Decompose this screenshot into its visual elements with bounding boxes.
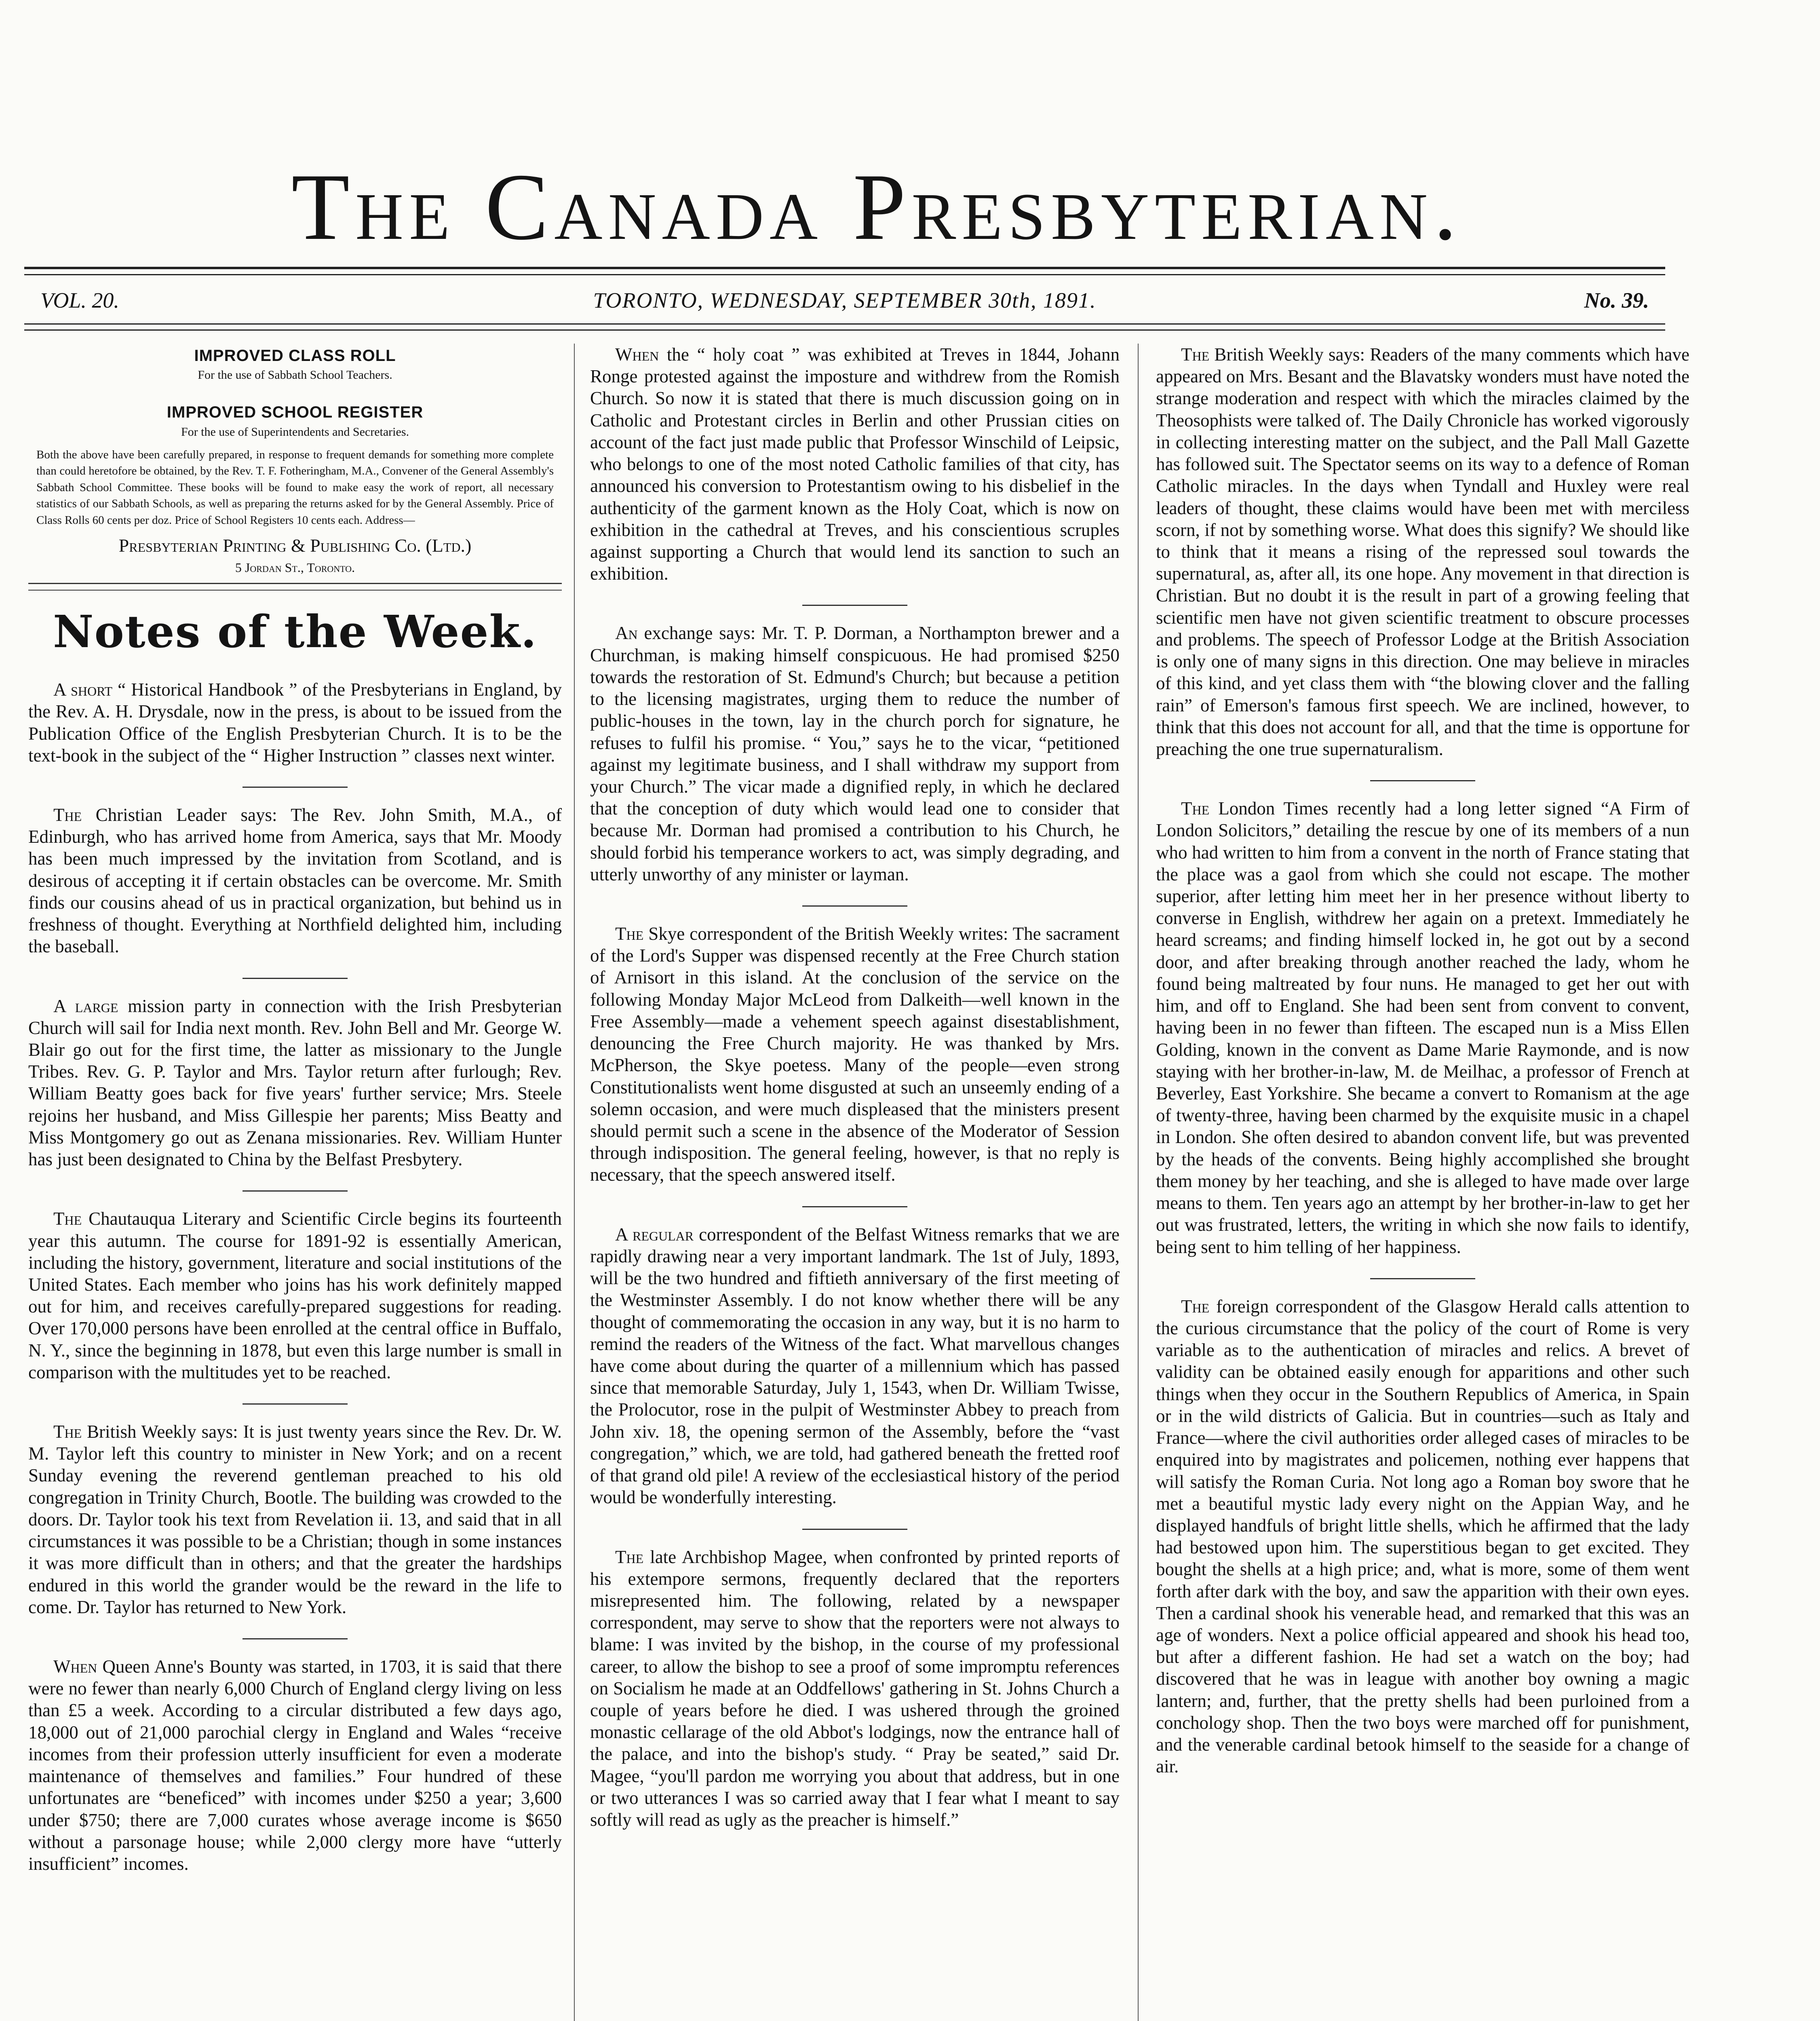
article-body: Skye correspondent of the British Weekly writes: The sacrament of the Lord's Supper was dispensed recently at the Free Church station of Arnisort in this island. At the conclusion of the service on the following Monday Major McLeod from Dalkeith—well known in the Free Assembly—made a vehement speech against disestablishment, denouncing the Free Church majority. He was thanked by Mrs. McPherson, the Skye poetess. Many of the people—even strong Constitutionalists went home disgusted at such an unseemly ending of a solemn occasion, and were much displeased that the ministers present should permit such a scene in the absence of the Moderator of Session through indisposition. The general feeling, however, is that no reply is necessary, that the speech answered itself. bbox=[590, 924, 1120, 1185]
article-lead: The bbox=[1181, 1296, 1210, 1316]
article-body: “ Historical Handbook ” of the Presbyterians in England, by the Rev. A. H. Drysdale, now in the press, is about to be issued from the Publication Office of the English Presbyterian Church. It is to be the text-book in the subject of the “ Higher Instruction ” classes next winter. bbox=[28, 679, 562, 766]
article-paragraph bbox=[590, 344, 1120, 584]
article-body: correspondent of the Belfast Witness remarks that we are rapidly drawing near a very important landmark. The 1st of July, 1893, will be the two hundred and fiftieth anniversary of the first meeting of the Westminster Assembly. I do not know whether there will be any thought of commemorating the occasion in any way, but it is no harm to remind the readers of the Witness of the fact. What marvellous changes have come about during the quarter of a millennium which has passed since that memorable Saturday, July 1, 1543, when Dr. William Twisse, the Prolocutor, rose in the pulpit of Westminster Abbey to preach from John xiv. 18, the opening sermon of the Assembly, before the “vast congregation,” which, we are told, had gathered beneath the fretted roof of that grand old pile! A review of the ecclesiastical history of the period would be wonderfully interesting. bbox=[590, 1224, 1120, 1508]
article-divider bbox=[243, 1638, 348, 1639]
article-body: the “ holy coat ” was exhibited at Treves in 1844, Johann Ronge protested against the imposture and withdrew from the Romish Church. So now it is stated that there is much discussion going on in Catholic and Protestant circles in Berlin and other Prussian cities on account of the fact just made public that Professor Winschild of Leipsic, who belongs to one of the most noted Catholic families of that city, has announced his conversion to Protestantism owing to his disbelief in the authenticity of the garment known as the Holy Coat, which is now on exhibition in the cathedral at Treves, and his conscientious scruples against supporting a Church that would lend its sanction to such an exhibition. bbox=[590, 344, 1120, 584]
column-separator-1 bbox=[574, 344, 575, 2021]
article-lead: The bbox=[1181, 344, 1210, 365]
article-lead: When bbox=[53, 1656, 97, 1677]
column-1 bbox=[28, 344, 562, 1895]
article-paragraph bbox=[590, 622, 1120, 885]
column-2 bbox=[590, 344, 1120, 1851]
ad-publisher: Presbyterian Printing & Publishing Co. (Ltd.) bbox=[118, 535, 472, 556]
article-lead: The bbox=[615, 924, 644, 944]
section-rule-2 bbox=[28, 590, 562, 591]
ad-register-title: IMPROVED SCHOOL REGISTER bbox=[167, 403, 424, 422]
section-rule bbox=[28, 583, 562, 584]
masthead-title: The Canada Presbyterian. bbox=[291, 154, 1463, 260]
article-body: Christian Leader says: The Rev. John Smith, M.A., of Edinburgh, who has arrived home from America, says that Mr. Moody has been much impressed by the invitation from Scotland, and is desirous of accepting it if certain obstacles can be overcome. Mr. Smith finds our cousins ahead of us in practical organization, but behind us in freshness of thought. Everything at Northfield delighted him, including the baseball. bbox=[28, 805, 562, 957]
article-paragraph bbox=[28, 1421, 562, 1618]
article-lead: An bbox=[615, 623, 638, 643]
article-paragraph bbox=[1156, 344, 1689, 760]
article-lead: A large bbox=[53, 996, 118, 1016]
article-divider bbox=[802, 1206, 907, 1207]
article-divider bbox=[802, 605, 907, 606]
article-paragraph bbox=[1156, 1295, 1689, 1778]
masthead-rule-top-thin bbox=[24, 274, 1665, 275]
article-lead: The bbox=[1181, 798, 1210, 819]
article-body: British Weekly says: It is just twenty years since the Rev. Dr. W. M. Taylor left this country to minister in New York; and on a recent Sunday evening the reverend gentleman preached to his old congregation in Trinity Church, Bootle. The building was crowded to the doors. Dr. Taylor took his text from Revelation ii. 13, and said that in all circumstances it was possible to be a Christian; though in some instances it was more difficult than in others; and that the greater the hardships endured in this world the grander would be the reward in the life to come. Dr. Taylor has returned to New York. bbox=[28, 1422, 562, 1617]
article-divider bbox=[243, 1190, 348, 1192]
article-divider bbox=[802, 905, 907, 907]
article-divider bbox=[243, 787, 348, 788]
article-divider bbox=[1370, 1278, 1475, 1279]
volume-number: VOL. 20. bbox=[40, 288, 119, 312]
article-lead: The bbox=[53, 1422, 82, 1442]
article-paragraph bbox=[590, 1224, 1120, 1508]
article-paragraph bbox=[28, 679, 562, 766]
dateline-rule-bottom-2 bbox=[24, 329, 1665, 331]
article-lead: A short bbox=[53, 679, 113, 700]
article-paragraph bbox=[1156, 797, 1689, 1258]
masthead-rule-top bbox=[24, 267, 1665, 269]
section-heading: Notes of the Week. bbox=[53, 605, 538, 658]
article-paragraph bbox=[28, 804, 562, 958]
article-body: British Weekly says: Readers of the many comments which have appeared on Mrs. Besant and the Blavatsky wonders must have noted the strange moderation and respect with which the miracles claimed by the Theosophists were talked of. The Daily Chronicle has worked vigorously in collecting interesting matter on the subject, and the Pall Mall Gazette has followed suit. The Spectator seems on its way to a defence of Roman Catholic miracles. In the days when Tyndall and Huxley were real leaders of thought, these claims would have been met with merciless scorn, if not by something worse. What does this signify? We should like to think that it means a rising of the repressed soul towards the supernatural, as, after all, its one hope. Any movement in that direction is Christian. But no doubt it is the result in part of a growing feeling that scientific men have not given scientific treatment to obscure processes and problems. The speech of Professor Lodge at the British Association is only one of many signs in this direction. One may believe in miracles of this kind, and yet class them with “the blowing clover and the falling rain” of Emerson's famous first speech. We are inclined, however, to think that this does not account for all, and that the time is opportune for preaching the one true supernaturalism. bbox=[1156, 344, 1689, 759]
ad-class-roll-subtitle: For the use of Sabbath School Teachers. bbox=[198, 368, 392, 382]
dateline bbox=[24, 288, 1665, 320]
article-body: Chautauqua Literary and Scientific Circle begins its fourteenth year this autumn. The course for 1891-92 is essentially American, including the history, government, literature and social institutions of the United States. Each member who joins has his work definitely mapped out for him, and receives carefully-prepared suggestions for reading. Over 170,000 persons have been enrolled at the central office in Buffalo, N. Y., since the beginning in 1878, but even this large number is small in comparison with the multitudes yet to be reached. bbox=[28, 1209, 562, 1382]
article-paragraph bbox=[590, 1546, 1120, 1831]
advertisement bbox=[28, 346, 562, 576]
publication-date: TORONTO, WEDNESDAY, SEPTEMBER 30th, 1891. bbox=[593, 288, 1097, 312]
article-divider bbox=[243, 978, 348, 979]
article-body: foreign correspondent of the Glasgow Herald calls attention to the curious circumstance that the policy of the court of Rome is very variable as to the authentication of miracles and relics. A brevet of validity can be obtained easily enough for apparitions and other such things when they occur in the Southern Republics of America, in Spain or in the wild districts of Galicia. But in countries—such as Italy and France—where the civil authorities order alleged cases of miracles to be enquired into by magistrates and policemen, nothing ever happens that will satisfy the Roman Curia. Not long ago a Roman boy swore that he met a beautiful mystic lady every night on the Appian Way, and he displayed handfuls of bright little shells, which he affirmed that the lady had bestowed upon him. The superstitious began to get excited. They bought the shells at a high price; and, what is more, some of them went forth after dark with the boy, and saw the apparition with their own eyes. Then a cardinal shook his venerable head, and remarked that this was an age of wonders. Next a police official appeared and shook his head too, but after a different fashion. He had set a watch on the boy; had discovered that he was in league with another boy owning a magic lantern; and, further, that the pretty shells had been purloined from a conchology shop. Then the two boys were marched off for punishment, and the venerable cardinal betook himself to the seaside for a change of air. bbox=[1156, 1296, 1689, 1777]
article-body: mission party in connection with the Irish Presbyterian Church will sail for India next month. Rev. John Bell and Mr. George W. Blair go out for the first time, the latter as missionary to the Jungle Tribes. Rev. G. P. Taylor and Mrs. Taylor return after furlough; Rev. William Beatty goes back for five years' further service; Mrs. Steele rejoins her husband, and Miss Gillespie her parents; Miss Beatty and Miss Montgomery go out as Zenana missionaries. Rev. William Hunter has just been designated to China by the Belfast Presbytery. bbox=[28, 996, 562, 1170]
article-lead: The bbox=[53, 1209, 82, 1229]
article-paragraph bbox=[28, 1208, 562, 1383]
article-body: exchange says: Mr. T. P. Dorman, a Northampton brewer and a Churchman, is making himself conspicuous. He had promised $250 towards the restoration of St. Edmund's Church; but because a petition to the licensing magistrates, urging them to reduce the number of public-houses in the town, lay in the church porch for signature, he refuses to fulfil his promise. “ You,” says he to the vicar, “petitioned against my legitimate business, and I shall withdraw my support from your Church.” The vicar made a dignified reply, in which he declared that the conception of duty which would lead one to consider that because Mr. Dorman had promised a contribution to his Church, he should forbid his temperance workers to act, was simply degrading, and utterly unworthy of any minister or layman. bbox=[590, 623, 1120, 884]
dateline-rule-bottom bbox=[24, 323, 1665, 325]
article-paragraph bbox=[28, 1656, 562, 1875]
article-body: Queen Anne's Bounty was started, in 1703, it is said that there were no fewer than nearly 6,000 Church of England clergy living on less than £5 a week. According to a circular distributed a few days ago, 18,000 out of 21,000 parochial clergy in England and Wales “receive incomes from their profession utterly insufficient for even a moderate maintenance of themselves and families.” Four hundred of these unfortunates are “beneficed” with incomes under $250 a year; 3,600 under $750; there are 7,000 curates whose average income is $650 without a parsonage house; while 2,000 clergy more have “utterly insufficient” incomes. bbox=[28, 1656, 562, 1874]
article-divider bbox=[1370, 780, 1475, 781]
article-lead: The bbox=[615, 1546, 644, 1567]
article-paragraph bbox=[590, 923, 1120, 1186]
issue-number: No. 39. bbox=[1584, 288, 1649, 312]
article-body: late Archbishop Magee, when confronted by printed reports of his extempore sermons, frequently declared that the reporters misrepresented him. The following, related by a newspaper correspondent, may serve to show that the reporters were not always to blame: I was invited by the bishop, in the course of my professional career, to allow the bishop to see a proof of some impromptu references on Socialism he made at an Oddfellows' gathering in St. Johns Church a couple of years before he died. I was ushered through the groined monastic cellarage of the old Abbot's lodgings, now the entrance hall of the palace, and into the bishop's study. “ Pray be seated,” said Dr. Magee, “you'll pardon me worrying you about that address, but in one or two utterances I was so carried away that I fear what I meant to say softly will read as ugly as the preacher is himself.” bbox=[590, 1546, 1120, 1830]
article-lead: The bbox=[53, 805, 82, 825]
article-divider bbox=[802, 1529, 907, 1530]
article-lead: When bbox=[615, 344, 659, 365]
ad-address: 5 Jordan St., Toronto. bbox=[235, 560, 355, 575]
article-paragraph bbox=[28, 995, 562, 1171]
ad-register-subtitle: For the use of Superintendents and Secretaries. bbox=[181, 425, 409, 439]
ad-body-text: Both the above have been carefully prepared, in response to frequent demands for something more complete than could heretofore be obtained, by the Rev. T. F. Fotheringham, M.A., Convener of the General Assembly's Sabbath School Committee. These books will be found to make easy the work of report, all necessary statistics of our Sabbath Schools, as well as preparing the returns asked for by the General Assembly. Price of Class Rolls 60 cents per doz. Price of School Registers 10 cents each. Address— bbox=[36, 448, 554, 527]
article-body: London Times recently had a long letter signed “A Firm of London Solicitors,” detailing the rescue by one of its members of a nun who had written to him from a convent in the north of France stating that the place was a gaol from which she could not escape. The mother superior, after letting him meet her in her presence without liberty to converse in English, withdrew her again on a pretext. Immediately he heard screams; and finding himself locked in, he got out by a second door, and after breaking through another reached the lady, whom he found being maltreated by four nuns. He managed to get her out with him, and off to England. She had been sent from convent to convent, having been in no fewer than fifteen. The escaped nun is a Miss Ellen Golding, known in the convent as Dame Marie Raymonde, and is now staying with her brother-in-law, M. de Meilhac, a professor of French at Beverley, East Yorkshire. She became a convert to Romanism at the age of twenty-three, having been charmed by the exquisite music in a chapel in London. She often desired to abandon convent life, but was prevented by the heads of the convents. Being highly accomplished she brought them money by her teaching, and she is alleged to have made over large means to them. Ten years ago an attempt by her brother-in-law to get her out was frustrated, letters, the writing in which she now fails to identify, being sent to him telling of her happiness. bbox=[1156, 798, 1689, 1257]
column-3 bbox=[1156, 344, 1689, 1798]
column-separator-2 bbox=[1138, 344, 1139, 2021]
ad-class-roll-title: IMPROVED CLASS ROLL bbox=[194, 347, 396, 365]
article-divider bbox=[243, 1403, 348, 1405]
article-lead: A regular bbox=[615, 1224, 694, 1245]
